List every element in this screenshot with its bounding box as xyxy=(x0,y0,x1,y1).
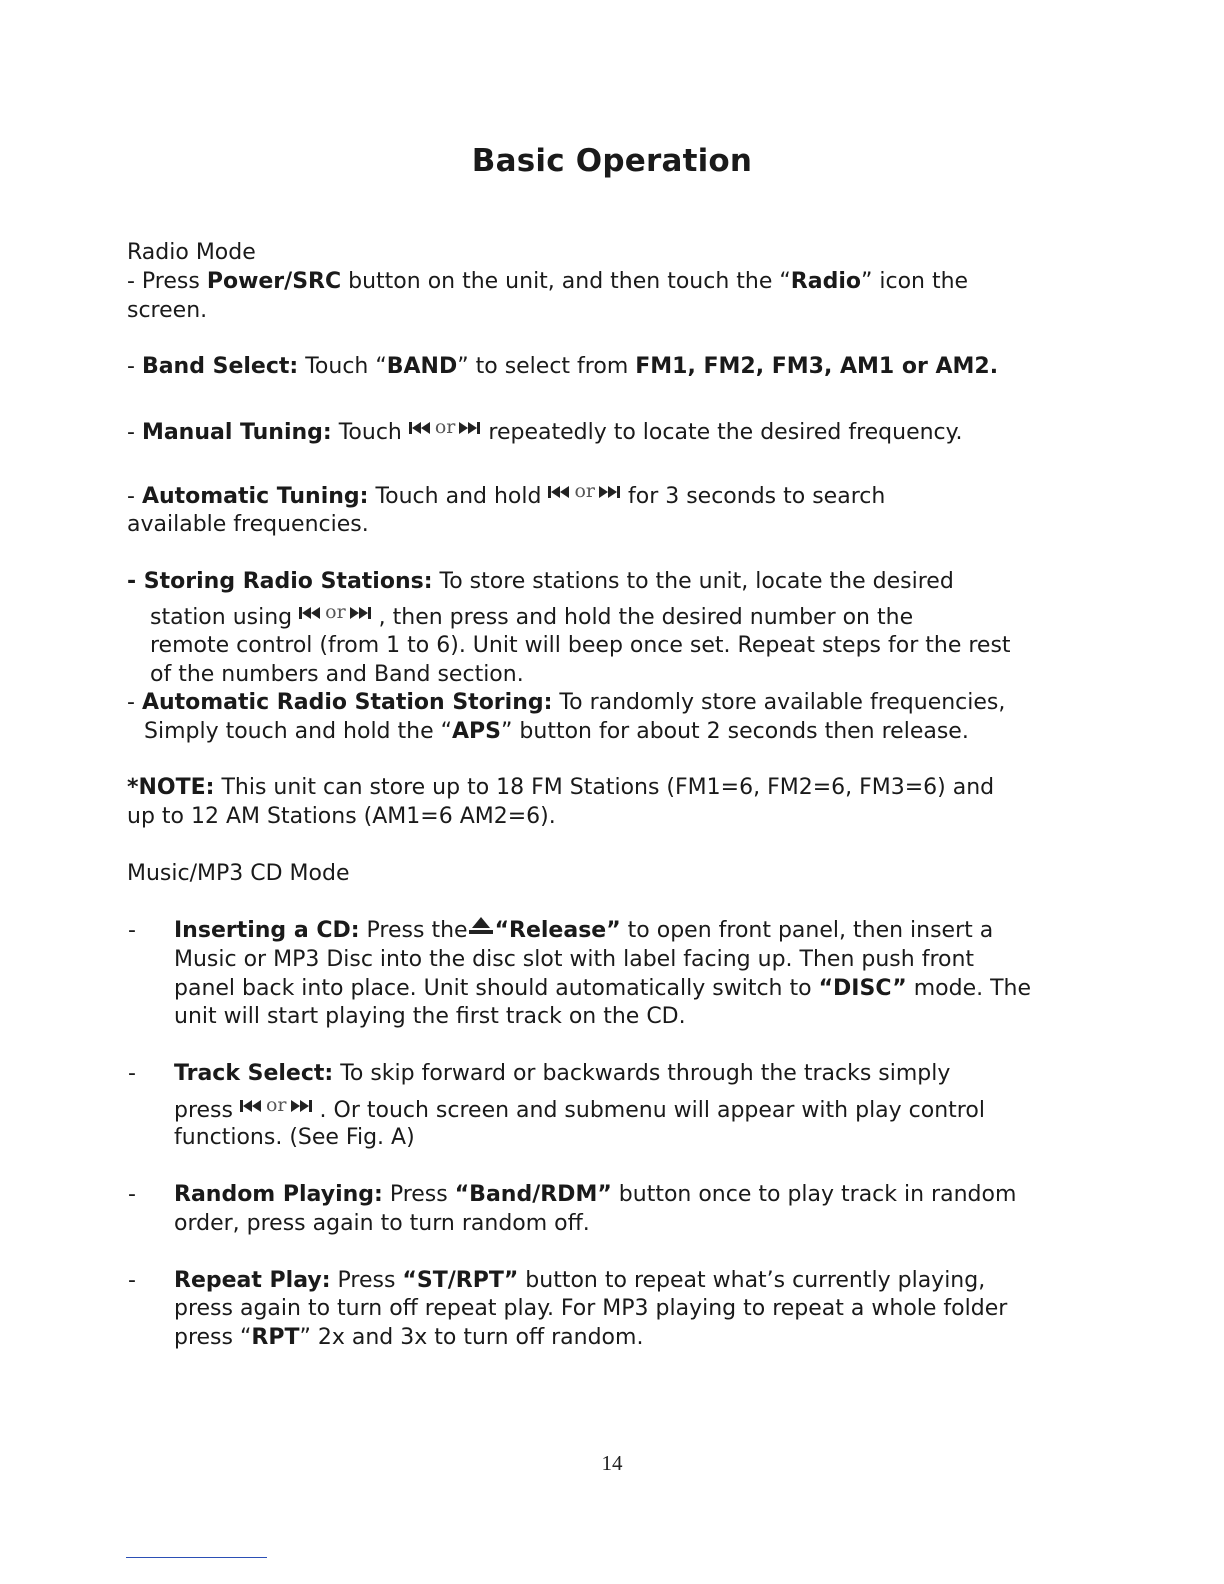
radio-icon-label: Radio xyxy=(790,269,861,294)
dash: - xyxy=(127,569,144,594)
text: . Or touch screen and submenu will appear with play control xyxy=(319,1098,985,1123)
skip-forward-icon xyxy=(291,1099,313,1113)
track-select-line-3: functions. (See Fig. A) xyxy=(174,1125,415,1150)
aps-button-label: APS xyxy=(452,719,502,744)
seek-controls xyxy=(548,481,621,501)
band-list: FM1, FM2, FM3, AM1 or AM2. xyxy=(635,354,999,379)
skip-back-icon xyxy=(299,606,321,620)
track-select-line-2 xyxy=(174,1095,985,1125)
band-button-label: BAND xyxy=(386,354,458,379)
text: for 3 seconds to search xyxy=(627,484,886,509)
skip-back-icon xyxy=(409,421,431,435)
text: ” button for about 2 seconds then release. xyxy=(501,719,969,744)
release-button-label: “Release” xyxy=(494,918,621,943)
text: Touch “ xyxy=(298,354,387,379)
text: Simply touch and hold the “ xyxy=(144,719,453,744)
list-dash: - xyxy=(128,918,136,943)
music-mode-heading: Music/MP3 CD Mode xyxy=(127,861,350,886)
seek-controls xyxy=(409,417,482,437)
manual-tuning-line xyxy=(127,417,963,447)
or-text: or xyxy=(265,1094,287,1116)
list-dash: - xyxy=(128,1268,136,1293)
eject-icon xyxy=(468,916,494,936)
note-line xyxy=(127,773,994,802)
disc-mode-label: “DISC” xyxy=(818,976,907,1001)
band-select-label: Band Select: xyxy=(141,354,299,379)
text: This unit can store up to 18 FM Stations (FM1=6, FM2=6, FM3=6) and xyxy=(214,775,995,800)
text: Touch and hold xyxy=(368,484,549,509)
rpt-button-label: RPT xyxy=(251,1325,300,1350)
text: To skip forward or backwards through the tracks simply xyxy=(333,1061,951,1086)
text: Press xyxy=(330,1268,403,1293)
random-playing-label: Random Playing: xyxy=(174,1182,383,1207)
note-line-cont: up to 12 AM Stations (AM1=6 AM2=6). xyxy=(127,804,556,829)
radio-power-line-cont: screen. xyxy=(127,298,208,323)
band-rdm-button-label: “Band/RDM” xyxy=(454,1182,612,1207)
or-text: or xyxy=(434,416,456,438)
page-number: 14 xyxy=(601,1451,623,1475)
dash: - xyxy=(127,690,142,715)
text: button to repeat what’s currently playing, xyxy=(518,1268,986,1293)
storing-stations-label: Storing Radio Stations: xyxy=(143,569,433,594)
manual-tuning-label: Manual Tuning: xyxy=(141,420,332,445)
st-rpt-button-label: “ST/RPT” xyxy=(402,1268,519,1293)
radio-power-line xyxy=(127,267,968,296)
skip-forward-icon xyxy=(459,421,481,435)
text: button once to play track in random xyxy=(611,1182,1017,1207)
text: To store stations to the unit, locate the desired xyxy=(432,569,954,594)
list-dash: - xyxy=(128,1061,136,1086)
inserting-cd-line-3 xyxy=(174,974,1031,1003)
text: to open front panel, then insert a xyxy=(620,918,994,943)
automatic-tuning-label: Automatic Tuning: xyxy=(141,484,369,509)
track-select-label: Track Select: xyxy=(174,1061,334,1086)
skip-forward-icon xyxy=(350,606,372,620)
text: Press xyxy=(382,1182,455,1207)
text: button on the unit, and then touch the “ xyxy=(341,269,791,294)
storing-stations-line-3: remote control (from 1 to 6). Unit will beep once set. Repeat steps for the rest xyxy=(150,633,1011,658)
radio-mode-heading: Radio Mode xyxy=(127,240,256,265)
text: station using xyxy=(150,605,300,630)
text: Touch xyxy=(331,420,409,445)
power-src-button-label: Power/SRC xyxy=(206,269,342,294)
page-title: Basic Operation xyxy=(471,143,753,179)
text: press “ xyxy=(174,1325,252,1350)
inserting-cd-label: Inserting a CD: xyxy=(174,918,360,943)
random-playing-line-2: order, press again to turn random off. xyxy=(174,1211,590,1236)
storing-stations-line xyxy=(127,567,954,596)
repeat-play-line xyxy=(174,1266,985,1295)
text: ” to select from xyxy=(457,354,636,379)
repeat-play-label: Repeat Play: xyxy=(174,1268,331,1293)
skip-back-icon xyxy=(548,485,570,499)
text: panel back into place. Unit should automatically switch to xyxy=(174,976,819,1001)
dash: - xyxy=(127,420,142,445)
seek-controls xyxy=(299,602,372,622)
track-select-line xyxy=(174,1059,950,1088)
storing-stations-line-4: of the numbers and Band section. xyxy=(150,662,524,687)
or-text: or xyxy=(325,601,346,623)
repeat-play-line-2: press again to turn off repeat play. For MP3 playing to repeat a whole folder xyxy=(174,1296,1008,1321)
list-dash: - xyxy=(128,1182,136,1207)
text: To randomly store available frequencies, xyxy=(552,690,1006,715)
skip-back-icon xyxy=(240,1099,262,1113)
text: , then press and hold the desired number on the xyxy=(378,605,914,630)
automatic-tuning-line xyxy=(127,481,885,511)
text: ” 2x and 3x to turn off random. xyxy=(299,1325,644,1350)
auto-store-line-2 xyxy=(144,717,969,746)
automatic-tuning-cont: available frequencies. xyxy=(127,512,369,537)
storing-stations-line-2 xyxy=(150,602,913,632)
skip-forward-icon xyxy=(599,485,621,499)
text: Press the xyxy=(359,918,468,943)
auto-store-label: Automatic Radio Station Storing: xyxy=(141,690,553,715)
text: repeatedly to locate the desired frequency. xyxy=(488,420,963,445)
repeat-play-line-3 xyxy=(174,1323,643,1352)
auto-store-line xyxy=(127,688,1005,717)
random-playing-line xyxy=(174,1180,1016,1209)
band-select-line xyxy=(127,352,998,381)
text: - Press xyxy=(127,269,207,294)
or-text: or xyxy=(574,480,595,502)
inserting-cd-line xyxy=(174,916,993,945)
text: ” icon the xyxy=(860,269,969,294)
text: mode. The xyxy=(906,976,1032,1001)
footnote-rule xyxy=(126,1557,267,1558)
inserting-cd-line-4: unit will start playing the first track on the CD. xyxy=(174,1004,686,1029)
text: press xyxy=(174,1098,240,1123)
dash: - xyxy=(127,484,142,509)
note-label: *NOTE: xyxy=(127,775,215,800)
dash: - xyxy=(127,354,142,379)
seek-controls xyxy=(240,1095,313,1115)
inserting-cd-line-2: Music or MP3 Disc into the disc slot with label facing up. Then push front xyxy=(174,947,975,972)
